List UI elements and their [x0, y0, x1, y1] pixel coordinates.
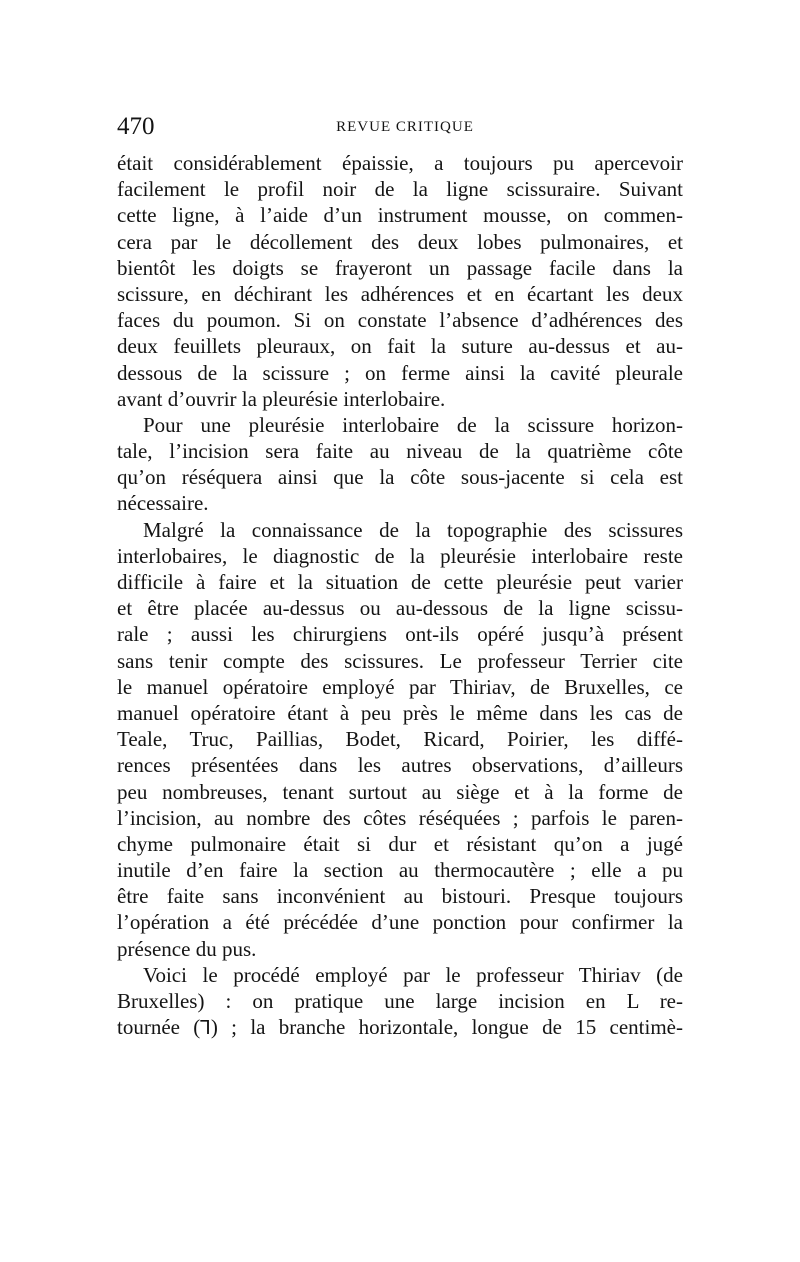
paragraph-4: [117, 962, 683, 1041]
text-line: Teale, Truc, Paillias, Bodet, Ricard, Poirier, les diffé-: [117, 727, 683, 752]
turned-l-symbol: ꓶ: [200, 1017, 211, 1040]
text-line: l’opération a été précédée d’une ponction pour confirmer la: [117, 910, 683, 935]
text-fragment: tournée (: [117, 1015, 201, 1040]
paragraph-1: [117, 150, 683, 412]
text-line: rale ; aussi les chirurgiens ont-ils opéré jusqu’à présent: [117, 622, 683, 647]
text-line: l’incision, au nombre des côtes réséquées ; parfois le paren-: [117, 805, 683, 830]
text-line: Voici le procédé employé par le professeur Thiriav (de: [143, 962, 683, 987]
paragraph-2: [117, 412, 683, 517]
text-line: le manuel opératoire employé par Thiriav, de Bruxelles, ce: [117, 674, 683, 699]
text-line: Malgré la connaissance de la topographie des scissures: [143, 517, 683, 542]
text-line: faces du poumon. Si on constate l’absence d’adhérences des: [117, 308, 683, 333]
text-line: rences présentées dans les autres observations, d’ailleurs: [117, 753, 683, 778]
text-line: peu nombreuses, tenant surtout au siège et à la forme de: [117, 779, 683, 804]
text-line: présence du pus.: [117, 936, 257, 961]
text-line: et être placée au-dessus ou au-dessous de la ligne scissu-: [117, 596, 683, 621]
text-line-with-symbol: [117, 1014, 683, 1040]
running-head: [117, 112, 683, 142]
text-line: cette ligne, à l’aide d’un instrument mousse, on commen-: [117, 203, 683, 228]
paragraph-3: [117, 517, 683, 962]
text-line: interlobaires, le diagnostic de la pleurésie interlobaire reste: [117, 543, 683, 568]
text-line: facilement le profil noir de la ligne scissuraire. Suivant: [117, 177, 683, 202]
text-line: était considérablement épaissie, a toujours pu apercevoir: [117, 151, 683, 175]
text-line: avant d’ouvrir la pleurésie interlobaire.: [117, 386, 446, 411]
text-fragment: ) ; la branche horizontale, longue de 15 centimè-: [210, 1015, 683, 1040]
text-line: Pour une pleurésie interlobaire de la scissure horizon-: [143, 412, 683, 437]
text-line: chyme pulmonaire était si dur et résistant qu’on a jugé: [117, 831, 683, 856]
text-line: inutile d’en faire la section au thermocautère ; elle a pu: [117, 858, 683, 883]
text-line: tale, l’incision sera faite au niveau de la quatrième côte: [117, 439, 683, 464]
text-line: bientôt les doigts se frayeront un passage facile dans la: [117, 255, 683, 280]
text-line: Bruxelles) : on pratique une large incision en L re-: [117, 989, 683, 1013]
page-number: 470: [117, 113, 155, 140]
text-line: être faite sans inconvénient au bistouri. Presque toujours: [117, 884, 683, 909]
book-page: [117, 112, 683, 1040]
text-line: dessous de la scissure ; on ferme ainsi la cavité pleurale: [117, 360, 683, 385]
text-line: cera par le décollement des deux lobes pulmonaires, et: [117, 229, 683, 254]
text-line: difficile à faire et la situation de cette pleurésie peut varier: [117, 570, 683, 594]
text-line: qu’on réséquera ainsi que la côte sous-jacente si cela est: [117, 465, 683, 490]
text-line: sans tenir compte des scissures. Le professeur Terrier cite: [117, 648, 683, 673]
text-line: manuel opératoire étant à peu près le même dans les cas de: [117, 700, 683, 725]
running-title: REVUE CRITIQUE: [336, 119, 474, 135]
text-line: nécessaire.: [117, 491, 209, 516]
text-line: deux feuillets pleuraux, on fait la suture au-dessus et au-: [117, 334, 683, 359]
text-line: scissure, en déchirant les adhérences et en écartant les deux: [117, 281, 683, 306]
